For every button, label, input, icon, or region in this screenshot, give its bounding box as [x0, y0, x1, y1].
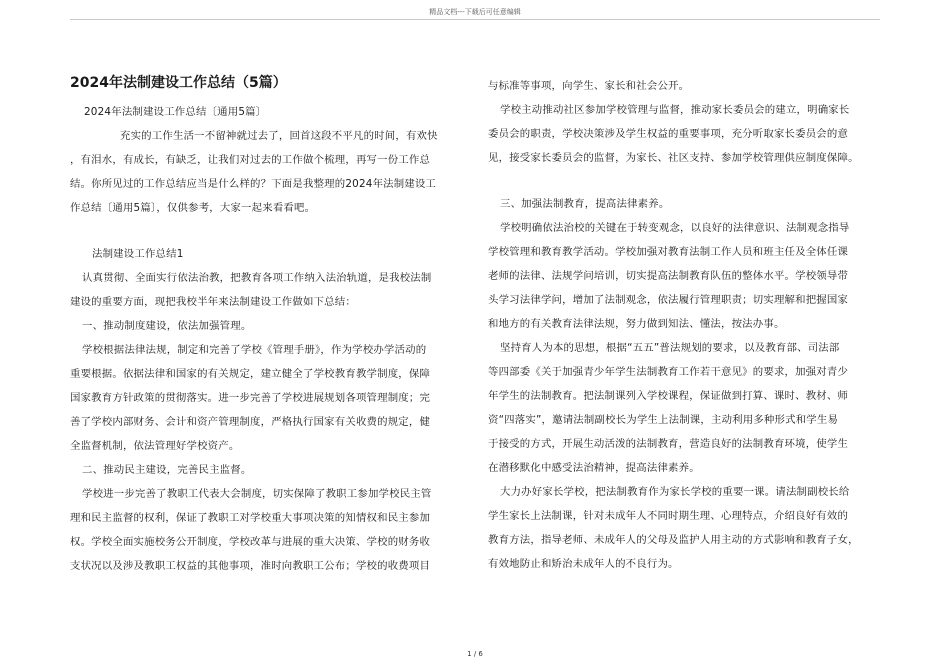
right-column — [488, 74, 890, 576]
subheading: 一、推动制度建设，依法加强管理。 — [82, 320, 252, 332]
para-line: 支状况以及涉及教职工权益的其他事项，准时向教职工公布；学校的收费项目 — [70, 560, 431, 572]
para-line: 学校根据法律法规，制定和完善了学校《管理手册》，作为学校办学活动的 — [82, 344, 427, 356]
header-divider — [70, 19, 880, 20]
intro-line-3: 结。你所见过的工作总结应当是什么样的？下面是我整理的2024年法制建设工 — [70, 178, 437, 190]
para-line: 善了学校内部财务、会计和资产管理制度，严格执行国家有关收费的规定，健 — [70, 416, 431, 428]
para-line: 学校明确依法治校的关键在于转变观念，以良好的法律意识、法制观念指导 — [500, 222, 850, 234]
subheading: 二、推动民主建设，完善民主监督。 — [82, 464, 252, 476]
para-line: 年学生的法制教育。把法制课列入学校课程，保证做到打算、课时、教材、师 — [488, 390, 849, 402]
para-line: 坚持育人为本的思想，根据“五五”普法规划的要求，以及教育部、司法部 — [500, 342, 840, 354]
document-title: 2024年法制建设工作总结（5篇） — [70, 75, 287, 91]
left-column — [70, 74, 468, 578]
para-line: 全监督机制，依法管理好学校资产。 — [70, 440, 240, 452]
spacer — [70, 220, 468, 242]
para-line: 委员会的职责，学校决策涉及学生权益的重要事项，充分听取家长委员会的意 — [488, 128, 849, 140]
para-line: 与标准等事项，向学生、家长和社会公开。 — [488, 80, 690, 92]
para-line: 教育方法，指导老师、未成年人的父母及监护人用主动的方式影响和教育子女， — [488, 534, 859, 546]
intro-line-4: 作总结〔通用5篇〕，仅供参考，大家一起来看看吧。 — [70, 202, 316, 214]
para-line: 见，接受家长委员会的监督，为家长、社区支持、参加学校管理供应制度保障。 — [488, 152, 859, 164]
para-line: 学校管理和教育教学活动。学校加强对教育法制工作人员和班主任及全体任课 — [488, 246, 849, 258]
intro-line-2: ，有泪水，有成长，有缺乏，让我们对过去的工作做个梳理，再写一份工作总 — [70, 154, 431, 166]
para-line: 重要根据。依据法律和国家的有关规定，建立健全了学校教育教学制度，保障 — [70, 368, 431, 380]
para-line: 在潜移默化中感受法治精神，提高法律素养。 — [488, 462, 700, 474]
para-line: 学校进一步完善了教职工代表大会制度，切实保障了教职工参加学校民主管 — [82, 488, 432, 500]
para-line: 等四部委《关于加强青少年学生法制教育工作若干意见》的要求，加强对青少 — [488, 366, 849, 378]
section-heading-1: 法制建设工作总结1 — [92, 248, 184, 260]
intro-line-1: 充实的工作生活一不留神就过去了，回首这段不平凡的时间，有欢快 — [120, 130, 438, 142]
subtitle: 2024年法制建设工作总结〔通用5篇〕 — [84, 106, 267, 118]
para-line: 认真贯彻、全面实行依法治教，把教育各项工作纳入法治轨道，是我校法制 — [82, 272, 432, 284]
para-line: 老师的法律、法规学问培训，切实提高法制教育队伍的整体水平。学校领导带 — [488, 270, 849, 282]
para-line: 国家教育方针政策的贯彻落实。进一步完善了学校进展规划各项管理制度；完 — [70, 392, 431, 404]
para-line: 学校主动推动社区参加学校管理与监督，推动家长委员会的建立，明确家长 — [500, 104, 850, 116]
para-line: 理和民主监督的权利，保证了教职工对学校重大事项决策的知情权和民主参加 — [70, 512, 431, 524]
para-line: 于接受的方式，开展生动活泼的法制教育，营造良好的法制教育环境，使学生 — [488, 438, 849, 450]
page-number: 1 / 6 — [467, 650, 483, 658]
para-line: 大力办好家长学校，把法制教育作为家长学校的重要一课。请法制副校长给 — [500, 486, 850, 498]
para-line: 资“四落实”，邀请法制副校长为学生上法制课，主动利用多种形式和学生易 — [488, 414, 839, 426]
spacer — [488, 170, 890, 192]
subheading: 三、加强法制教育，提高法律素养。 — [500, 198, 670, 210]
para-line: 权。学校全面实施校务公开制度，学校改革与进展的重大决策、学校的财务收 — [70, 536, 431, 548]
para-line: 有效地防止和矫治未成年人的不良行为。 — [488, 558, 679, 570]
para-line: 头学习法律学问，增加了法制观念，依法履行管理职责；切实理解和把握国家 — [488, 294, 849, 306]
page-header-note: 精品文档---下载后可任意编辑 — [429, 8, 521, 16]
para-line: 和地方的有关教育法律法规，努力做到知法、懂法，按法办事。 — [488, 318, 785, 330]
para-line: 建设的重要方面，现把我校半年来法制建设工作做如下总结： — [70, 296, 356, 308]
para-line: 学生家长上法制课，针对未成年人不同时期生理、心理特点，介绍良好有效的 — [488, 510, 849, 522]
